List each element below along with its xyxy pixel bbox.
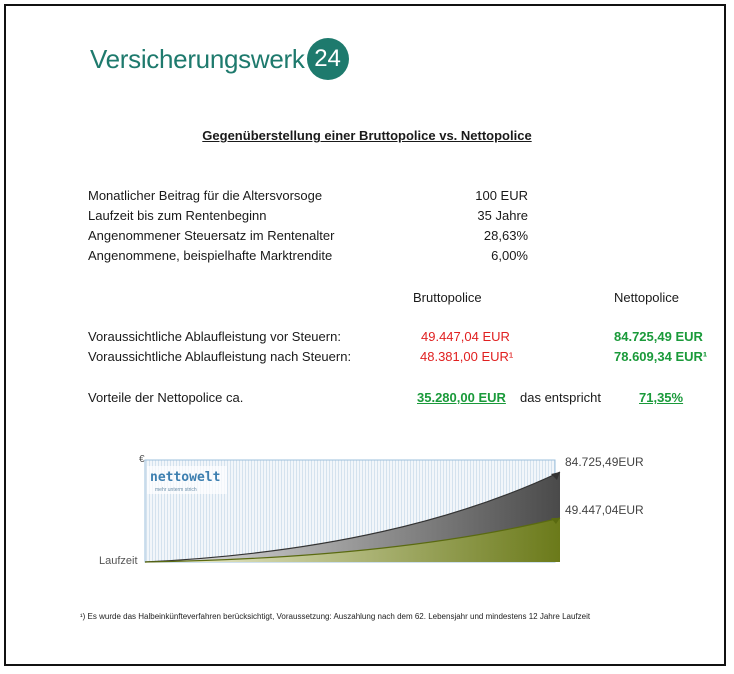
nettowelt-tagline: mehr unterm strich: [155, 487, 197, 493]
column-header-brutto: Bruttopolice: [413, 290, 482, 305]
param-label: Angenommene, beispielhafte Marktrendite: [88, 248, 333, 263]
column-header-netto: Nettopolice: [614, 290, 680, 305]
param-label: Laufzeit bis zum Rentenbeginn: [88, 208, 267, 223]
result-label-before-tax: Voraussichtliche Ablaufleistung vor Steuern:: [88, 329, 341, 344]
brand-number-badge: 24: [307, 38, 349, 80]
parameter-list: [88, 188, 528, 268]
growth-graphic: [95, 450, 675, 570]
x-axis-label: Laufzeit: [99, 555, 138, 567]
brutto-after-tax: 48.381,00 EUR¹: [420, 349, 514, 364]
netto-before-tax: 84.725,49 EUR: [614, 329, 703, 344]
brand-logo: [90, 38, 349, 80]
param-row: [88, 208, 528, 228]
advantage-percent: 71,35%: [639, 390, 684, 405]
param-row: [88, 188, 528, 208]
param-row: [88, 248, 528, 268]
param-value: 35 Jahre: [477, 208, 528, 223]
advantage-label: Vorteile der Nettopolice ca.: [88, 390, 244, 405]
lower-value-label: 49.447,04EUR: [565, 503, 644, 517]
page-title: Gegenüberstellung einer Bruttopolice vs. Nettopolice: [202, 128, 532, 143]
brand-name: Versicherungswerk: [90, 43, 305, 74]
param-label: Angenommener Steuersatz im Rentenalter: [88, 228, 335, 243]
advantage-text: das entspricht: [520, 390, 601, 405]
param-label: Monatlicher Beitrag für die Altersvorsoge: [88, 188, 323, 203]
currency-symbol: €: [139, 454, 145, 465]
footnote: ¹) Es wurde das Halbeinkünfteverfahren berücksichtigt, Voraussetzung: Auszahlung nach dem 62. Lebensjahr und mindestens 12 Jahre Laufzeit: [80, 612, 591, 621]
upper-value-label: 84.725,49EUR: [565, 455, 644, 469]
param-value: 100 EUR: [475, 188, 528, 203]
netto-after-tax: 78.609,34 EUR¹: [614, 349, 708, 364]
param-value: 6,00%: [491, 248, 528, 263]
brutto-before-tax: 49.447,04 EUR: [421, 329, 510, 344]
param-value: 28,63%: [483, 228, 528, 243]
advantage-amount: 35.280,00 EUR: [417, 390, 506, 405]
result-label-after-tax: Voraussichtliche Ablaufleistung nach Steuern:: [88, 349, 352, 364]
param-row: [88, 228, 528, 248]
nettowelt-brand: nettowelt: [150, 470, 221, 485]
